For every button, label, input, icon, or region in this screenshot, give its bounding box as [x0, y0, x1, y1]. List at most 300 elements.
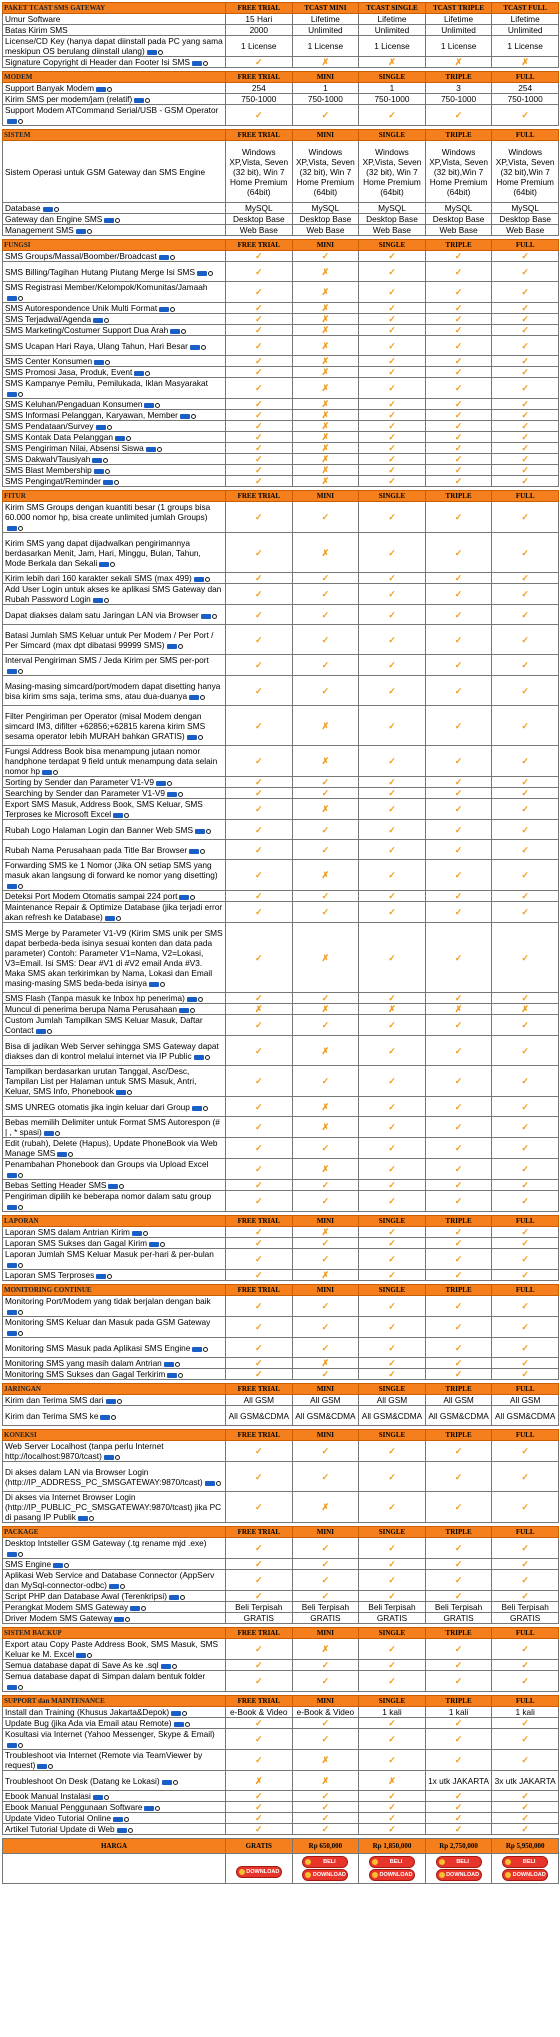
feature-label [3, 1729, 226, 1750]
check-icon: ✓ [255, 1734, 263, 1744]
feature-row [3, 902, 559, 923]
feature-text: Update Video Tutorial Online [5, 1813, 111, 1823]
check-icon: ✓ [521, 1254, 529, 1264]
feature-row [3, 251, 559, 262]
check-icon: ✓ [388, 465, 396, 475]
feature-row [3, 336, 559, 356]
check-icon: ✓ [255, 1180, 263, 1190]
check-icon: ✓ [521, 1502, 529, 1512]
column-header: SINGLE [359, 1696, 426, 1707]
feature-text: Di akses dalam LAN via Browser Login (http://IP_ADDRESS_PC_SMSGATEWAY:9870/tcast) [5, 1466, 203, 1487]
feature-label [3, 533, 226, 573]
feature-value [292, 203, 359, 214]
check-icon: ✓ [454, 1270, 463, 1280]
check-icon: ✓ [321, 1575, 330, 1585]
check-icon: ✓ [454, 1143, 463, 1153]
cross-icon: ✗ [388, 1775, 396, 1786]
section-title: FITUR [3, 491, 226, 502]
globe-icon [107, 1274, 112, 1279]
feature-row [3, 378, 559, 399]
feature-value [492, 303, 559, 314]
buy-button[interactable] [369, 1856, 415, 1868]
feature-text: Rubah Logo Halaman Login dan Banner Web SMS [5, 824, 194, 835]
feature-icons [7, 1551, 23, 1557]
monitor-icon [7, 1331, 17, 1336]
feature-value [492, 1791, 559, 1802]
feature-value [425, 1791, 492, 1802]
feature-value [425, 993, 492, 1004]
monitor-icon [149, 1242, 159, 1247]
feature-value [359, 1802, 426, 1813]
monitor-icon [103, 480, 113, 485]
globe-icon [125, 1617, 130, 1622]
download-icon [439, 1872, 445, 1878]
feature-row [3, 1180, 559, 1191]
feature-value [226, 465, 293, 476]
price-value: GRATIS [226, 1839, 293, 1854]
feature-row [3, 676, 559, 706]
feature-row [3, 1191, 559, 1212]
feature-value [492, 1191, 559, 1212]
value-text: All GSM [310, 1395, 341, 1405]
check-icon: ✓ [521, 777, 529, 787]
monitor-icon [187, 735, 197, 740]
check-icon: ✓ [521, 1020, 529, 1030]
feature-label [3, 1570, 226, 1591]
feature-icons [194, 576, 210, 582]
feature-label [3, 1462, 226, 1492]
check-icon: ✓ [454, 251, 463, 261]
feature-value [292, 573, 359, 584]
value-text: All GSM&CDMA [361, 1410, 423, 1421]
globe-icon [120, 1584, 125, 1589]
check-icon: ✓ [388, 1660, 396, 1670]
monitor-icon [167, 792, 177, 797]
feature-value [292, 1097, 359, 1117]
feature-label [3, 625, 226, 655]
globe-icon [105, 469, 110, 474]
feature-value [226, 1066, 293, 1097]
feature-label [3, 105, 226, 126]
feature-row [3, 1097, 559, 1117]
feature-value [492, 454, 559, 465]
feature-label [3, 1004, 226, 1015]
check-icon: ✓ [454, 1196, 463, 1206]
feature-icons [105, 915, 121, 921]
feature-text: Monitoring Port/Modem yang tidak berjalan dengan baik [5, 1296, 211, 1306]
monitor-icon [104, 1455, 114, 1460]
feature-value [292, 14, 359, 25]
feature-value [292, 314, 359, 325]
feature-value [292, 1791, 359, 1802]
download-button[interactable] [236, 1866, 282, 1878]
check-icon: ✓ [255, 512, 263, 522]
column-header: TCAST TRIPLE [425, 3, 492, 14]
feature-value [292, 746, 359, 777]
feature-value [425, 840, 492, 860]
column-header: FREE TRIAL [226, 1216, 293, 1227]
globe-icon [18, 1743, 23, 1748]
feature-value [226, 36, 293, 57]
value-text: 750-1000 [307, 94, 343, 104]
feature-icons [7, 1309, 23, 1315]
globe-icon [201, 345, 206, 350]
check-icon: ✓ [255, 251, 263, 261]
value-text: MySQL [244, 203, 273, 213]
feature-row [3, 777, 559, 788]
check-icon: ✓ [321, 1196, 330, 1206]
feature-value [292, 1138, 359, 1159]
section-title: LAPORAN [3, 1216, 226, 1227]
check-icon: ✓ [454, 1734, 463, 1744]
column-header: SINGLE [359, 1628, 426, 1639]
check-icon: ✓ [321, 1301, 330, 1311]
monitor-icon [171, 1711, 181, 1716]
feature-value [425, 336, 492, 356]
check-icon: ✓ [255, 266, 263, 277]
feature-value [226, 573, 293, 584]
check-icon: ✓ [454, 1180, 463, 1190]
check-icon: ✓ [255, 1369, 263, 1379]
feature-value [359, 465, 426, 476]
check-icon: ✓ [521, 993, 529, 1003]
value-text: All GSM&CDMA [428, 1410, 489, 1421]
check-icon: ✓ [454, 1238, 463, 1248]
feature-value [226, 605, 293, 625]
feature-icons [113, 1816, 129, 1822]
globe-icon [18, 1263, 23, 1268]
feature-value [359, 1441, 426, 1462]
feature-value [226, 993, 293, 1004]
value-text: GRATIS [443, 1613, 474, 1623]
monitor-icon [174, 1722, 184, 1727]
check-icon: ✓ [321, 1676, 330, 1686]
feature-label [3, 1249, 226, 1270]
globe-icon [48, 1764, 53, 1769]
feature-value [359, 625, 426, 655]
feature-label [3, 1097, 226, 1117]
feature-value [292, 1671, 359, 1692]
feature-value [226, 1671, 293, 1692]
feature-text: SMS UNREG otomatis jika ingin keluar dari Group [5, 1101, 190, 1112]
feature-text: SMS Promosi Jasa, Produk, Event [5, 367, 133, 377]
feature-row [3, 655, 559, 676]
globe-icon [160, 982, 165, 987]
buy-button[interactable] [502, 1856, 548, 1868]
feature-value [292, 214, 359, 225]
feature-icons [7, 1262, 23, 1268]
feature-value [359, 325, 426, 336]
feature-value [492, 1602, 559, 1613]
feature-value [292, 1707, 359, 1718]
value-text: Windows XP,Vista, Seven (32 bit), Win 7 Home Premium (64bit) [229, 146, 289, 197]
feature-value [425, 1813, 492, 1824]
feature-icons [197, 269, 213, 275]
feature-value [425, 303, 492, 314]
feature-value [292, 1570, 359, 1591]
feature-label [3, 1707, 226, 1718]
feature-row [3, 1729, 559, 1750]
check-icon: ✓ [521, 870, 529, 880]
cross-icon: ✗ [321, 1775, 330, 1786]
feature-value [492, 25, 559, 36]
feature-value [359, 367, 426, 378]
check-icon: ✓ [255, 1164, 263, 1174]
feature-icons [159, 254, 175, 260]
cross-icon: ✗ [521, 57, 529, 67]
section-header [3, 3, 559, 14]
cross-icon: ✗ [321, 476, 330, 486]
check-icon: ✓ [454, 777, 463, 787]
check-icon: ✓ [321, 844, 330, 855]
feature-value [492, 788, 559, 799]
value-text: All GSM&CDMA [228, 1410, 289, 1421]
value-text: GRATIS [510, 1613, 541, 1623]
feature-label [3, 1591, 226, 1602]
feature-text: Web Server Localhost (tanpa perlu Internet http://localhost:9870/tcast) [5, 1441, 164, 1461]
feature-value [492, 421, 559, 432]
feature-value [492, 655, 559, 676]
feature-icons [187, 733, 203, 739]
check-icon: ✓ [321, 1802, 330, 1812]
check-icon: ✓ [521, 1369, 529, 1379]
feature-value [359, 1639, 426, 1660]
feature-value [492, 1671, 559, 1692]
column-header: MINI [292, 240, 359, 251]
check-icon: ✓ [388, 547, 396, 558]
feature-value [492, 1729, 559, 1750]
check-icon: ✓ [454, 399, 463, 409]
check-icon: ✓ [388, 1802, 396, 1812]
globe-icon [203, 1347, 208, 1352]
download-button[interactable] [302, 1869, 348, 1881]
monitor-icon [78, 1516, 88, 1521]
feature-value [492, 1613, 559, 1624]
feature-value [226, 325, 293, 336]
feature-value [359, 1791, 426, 1802]
monitor-icon [167, 644, 177, 649]
feature-row [3, 1138, 559, 1159]
feature-value [425, 1462, 492, 1492]
download-button[interactable] [502, 1869, 548, 1881]
column-header: MINI [292, 1430, 359, 1441]
feature-value [292, 25, 359, 36]
feature-text: Maintenance Repair & Optimize Database (jika terjadi error akan refresh ke Database) [5, 902, 223, 922]
feature-label [3, 1639, 226, 1660]
check-icon: ✓ [454, 325, 463, 335]
feature-value [492, 1406, 559, 1426]
feature-icons [103, 479, 119, 485]
feature-value [492, 282, 559, 303]
check-icon: ✓ [388, 1446, 396, 1456]
check-icon: ✓ [521, 1559, 529, 1569]
column-header: TRIPLE [425, 130, 492, 141]
check-icon: ✓ [454, 443, 463, 453]
feature-value [226, 1813, 293, 1824]
check-icon: ✓ [454, 476, 463, 486]
feature-text: Laporan SMS Sukses dan Gagal Kirim [5, 1238, 148, 1248]
feature-row [3, 1249, 559, 1270]
check-icon: ✓ [255, 685, 263, 696]
monitor-icon [7, 296, 17, 301]
feature-row [3, 1270, 559, 1281]
feature-row [3, 14, 559, 25]
download-button[interactable] [436, 1869, 482, 1881]
feature-value [226, 655, 293, 676]
feature-value [226, 902, 293, 923]
monitor-icon [144, 403, 154, 408]
feature-value [492, 141, 559, 203]
check-icon: ✓ [454, 1122, 463, 1132]
monitor-icon [159, 307, 169, 312]
section-title: MODEM [3, 72, 226, 83]
globe-icon [181, 329, 186, 334]
feature-value [425, 605, 492, 625]
monitor-icon [115, 436, 125, 441]
check-icon: ✓ [454, 804, 463, 814]
cross-icon: ✗ [321, 804, 330, 814]
value-text: All GSM [509, 1395, 541, 1405]
feature-icons [96, 424, 112, 430]
monitor-icon [99, 562, 109, 567]
globe-icon [18, 119, 23, 124]
feature-value [226, 225, 293, 236]
feature-text: Laporan SMS Terproses [5, 1270, 95, 1280]
feature-value [425, 105, 492, 126]
feature-text: Semua database dapat di Simpan dalam bentuk folder [5, 1671, 206, 1681]
check-icon: ✓ [521, 1342, 529, 1353]
check-icon: ✓ [255, 1543, 263, 1553]
feature-value [226, 367, 293, 378]
feature-text: Desktop Intsteller GSM Gateway (.tg rename mjd .exe) [5, 1538, 207, 1548]
feature-text: Dapat diakses dalam satu Jaringan LAN via Browser [5, 609, 199, 620]
value-text: Desktop Base [432, 214, 485, 224]
value-text: Beli Terpisah [301, 1602, 350, 1612]
buy-button[interactable] [436, 1856, 482, 1868]
feature-value [226, 356, 293, 367]
value-text: Desktop Base [366, 214, 418, 224]
feature-value [359, 1570, 426, 1591]
price-title: HARGA [3, 1839, 226, 1854]
feature-value [292, 777, 359, 788]
check-icon: ✓ [454, 634, 463, 645]
feature-label [3, 820, 226, 840]
check-icon: ✓ [388, 756, 396, 766]
check-icon: ✓ [321, 1718, 330, 1728]
check-icon: ✓ [255, 356, 263, 366]
check-icon: ✓ [454, 340, 463, 351]
column-header: TRIPLE [425, 1384, 492, 1395]
feature-value [226, 1227, 293, 1238]
check-icon: ✓ [388, 1164, 396, 1174]
price-value: Rp 650,000 [292, 1839, 359, 1854]
globe-icon [205, 1055, 210, 1060]
value-text: Windows XP,Vista, Seven (32 bit), Win 7 Home Premium (64bit) [362, 146, 422, 197]
feature-value [425, 1138, 492, 1159]
check-icon: ✓ [454, 1502, 463, 1512]
buy-button[interactable] [302, 1856, 348, 1868]
feature-value [425, 421, 492, 432]
feature-value [226, 1613, 293, 1624]
column-header: TRIPLE [425, 1527, 492, 1538]
feature-label [3, 1227, 226, 1238]
feature-icons [174, 1721, 190, 1727]
globe-icon [64, 1563, 69, 1568]
price-action-cell [359, 1854, 426, 1884]
feature-icons [117, 1827, 133, 1833]
feature-label [3, 465, 226, 476]
globe-icon [203, 1106, 208, 1111]
value-text: 750-1000 [241, 94, 277, 104]
feature-value [492, 676, 559, 706]
check-icon: ✓ [388, 1270, 396, 1280]
feature-label [3, 1559, 226, 1570]
download-button[interactable] [369, 1869, 415, 1881]
check-icon: ✓ [255, 1020, 263, 1030]
feature-row [3, 891, 559, 902]
feature-value [359, 1671, 426, 1692]
feature-value [359, 788, 426, 799]
check-icon: ✓ [255, 1575, 263, 1585]
feature-icons [171, 1710, 187, 1716]
value-text: GRATIS [376, 1613, 408, 1623]
feature-value [292, 1639, 359, 1660]
feature-value [492, 94, 559, 105]
feature-value [359, 1395, 426, 1406]
globe-icon [208, 271, 213, 276]
feature-text: Batas Kirim SMS [5, 25, 68, 35]
feature-value [492, 36, 559, 57]
feature-icons [99, 560, 115, 566]
globe-icon [115, 1455, 120, 1460]
feature-value [425, 1707, 492, 1718]
cross-icon: ✗ [321, 356, 330, 366]
section-table [2, 1627, 559, 1692]
globe-icon [103, 458, 108, 463]
feature-value [359, 1729, 426, 1750]
check-icon: ✓ [388, 356, 396, 366]
check-icon: ✓ [521, 1076, 529, 1086]
feature-text: Interval Pengiriman SMS / Jeda Kirim per SMS per-port [5, 655, 209, 665]
feature-text: Install dan Training (Khusus Jakarta&Depok) [5, 1707, 170, 1717]
check-icon: ✓ [255, 367, 263, 377]
feature-label [3, 1602, 226, 1613]
check-icon: ✓ [454, 1045, 463, 1056]
feature-label [3, 1015, 226, 1036]
feature-value [425, 1036, 492, 1066]
feature-row [3, 410, 559, 421]
feature-value [425, 214, 492, 225]
feature-value [359, 421, 426, 432]
check-icon: ✓ [255, 1660, 263, 1670]
feature-value [492, 502, 559, 533]
feature-value [425, 251, 492, 262]
feature-text: SMS Pengingat/Reminder [5, 476, 101, 486]
feature-text: SMS Ucapan Hari Raya, Ulang Tahun, Hari Besar [5, 340, 188, 351]
value-text: Beli Terpisah [368, 1602, 416, 1612]
check-icon: ✓ [454, 1755, 463, 1765]
check-icon: ✓ [521, 1143, 529, 1153]
section-header [3, 1216, 559, 1227]
column-header: MINI [292, 1216, 359, 1227]
feature-value [359, 777, 426, 788]
feature-text: Batasi Jumlah SMS Keluar untuk Per Modem / Per Port / Per Simcard (max dpt dibatasi 99999 SMS) [5, 629, 214, 650]
section-header [3, 1285, 559, 1296]
monitor-icon [96, 1274, 106, 1279]
feature-text: Bebas memilih Delimiter untuk Format SMS Autorespon (# | , * spasi) [5, 1117, 220, 1137]
value-text: e-Book & Video [296, 1707, 355, 1717]
check-icon: ✓ [388, 1502, 396, 1512]
